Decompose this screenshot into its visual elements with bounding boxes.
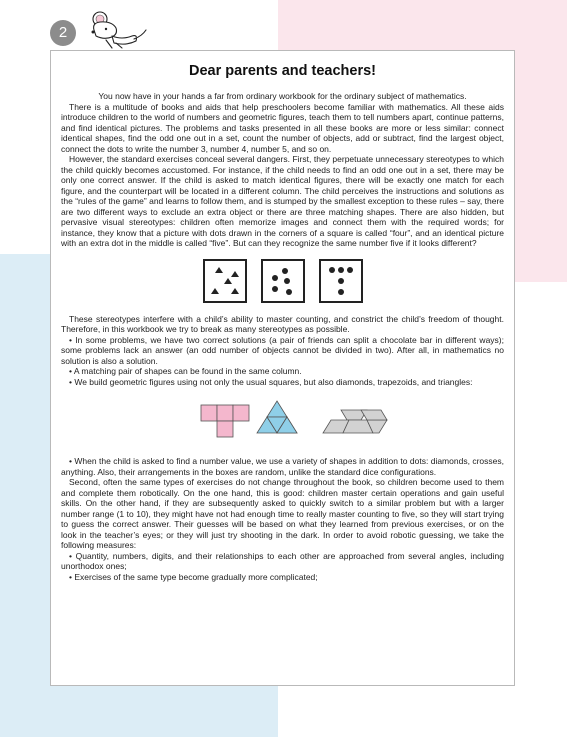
die-dots-scattered xyxy=(261,259,305,303)
triangle-hexagon-figure xyxy=(257,401,297,433)
figures-svg xyxy=(61,400,506,446)
dice-illustration xyxy=(61,259,504,303)
paragraph-2: There is a multitude of books and aids that help preschoolers become familiar with mathematics. All these aids introduce children to the world of numbers and geometric figures, teach them to tell numbers apart, continue patterns, and find identical pictures. The problems and tasks presented in all these books are more or less similar: connect identical shapes, find the odd one out in a set, count the number of objects, add or subtract, find the largest object, connect the dots to write the number 3, number 4, number 5, and so on. xyxy=(61,101,504,154)
bullet-exercises-complicated: • Exercises of the same type become gradually more complicated; xyxy=(69,571,318,582)
paragraph-3: However, the standard exercises conceal several dangers. First, they perpetuate unnecessary stereotypes to which the child quickly becomes accustomed. For instance, if the child needs to find an odd one out in a set, there may be only one correct answer. If the child is asked to match identical figures, there will be exactly one match for each figure, and the counterpart will be located in a different column. The child perceives the instructions and solutions as the “rules of the game” and learns to follow them, and is stumped by the smallest exception to these rules – say, there are two different ways to exclude an extra object or there are three matching shapes. There are also hidden, but pervasive visual stereotypes: children often memorize images and connect them with the required words; for instance, they know that a picture with dots drawn in the corners of a square is called “four”, and an identical picture with an extra dot in the middle is called “five”. But can they recognize the same number five if it looks different? xyxy=(61,154,504,248)
bullet-two-solutions: • In some problems, we have two correct solutions (a pair of friends can split a chocolate bar in different ways); some problems lack an answer (an odd number of objects cannot be divided in two). After all, in mathematics no solution is also a solution. xyxy=(61,334,504,366)
bullet-quantity-numbers: • Quantity, numbers, digits, and their relationships to each other are approached from several angles, including unorthodox ones; xyxy=(61,550,504,571)
die-triangles xyxy=(203,259,247,303)
paragraph-second-danger: Second, often the same types of exercises do not change throughout the book, so children become used to them and complete them robotically. On the one hand, this is good: children master certain operations and gain useful skills. On the other hand, if they are subsequently asked to quickly switch to a similar problem but with a larger number range (1 to 10), they might have not had enough time to really master counting to five, so they will start trying to guess the correct answer. Their guesses will be based on what they learned from previous exercises, or on the look in the teacher’s eyes; or they will just try shooting in the dark. In order to avoid robotic guessing, we take the following measures: xyxy=(61,477,504,550)
text-panel xyxy=(50,50,515,686)
trapezoid-figure xyxy=(323,410,387,433)
intro-paragraph: You now have in your hands a far from ordinary workbook for the ordinary subject of mathematics. xyxy=(98,91,467,101)
page-number-badge: 2 xyxy=(50,20,76,46)
bullet-geometric-figures: • We build geometric figures using not only the usual squares, but also diamonds, trapezoids, and triangles: xyxy=(69,376,473,387)
page-title: Dear parents and teachers! xyxy=(189,63,376,79)
die-dots-column xyxy=(319,259,363,303)
bullet-matching-pair: • A matching pair of shapes can be found in the same column. xyxy=(69,366,302,376)
geometric-figures-illustration xyxy=(61,400,504,446)
mouse-illustration xyxy=(86,10,148,50)
paragraph-4: These stereotypes interfere with a child’s ability to master counting, and constrict the child’s freedom of thought. Therefore, in this workbook we try to break as many stereotypes as possible. xyxy=(61,313,504,334)
square-tetromino-figure xyxy=(201,405,249,437)
bullet-find-number-value: • When the child is asked to find a number value, we use a variety of shapes in addition to dots: diamonds, crosses, anything. Also, their arrangements in the boxes are random, unlike the standard dice configurations. xyxy=(61,456,504,477)
